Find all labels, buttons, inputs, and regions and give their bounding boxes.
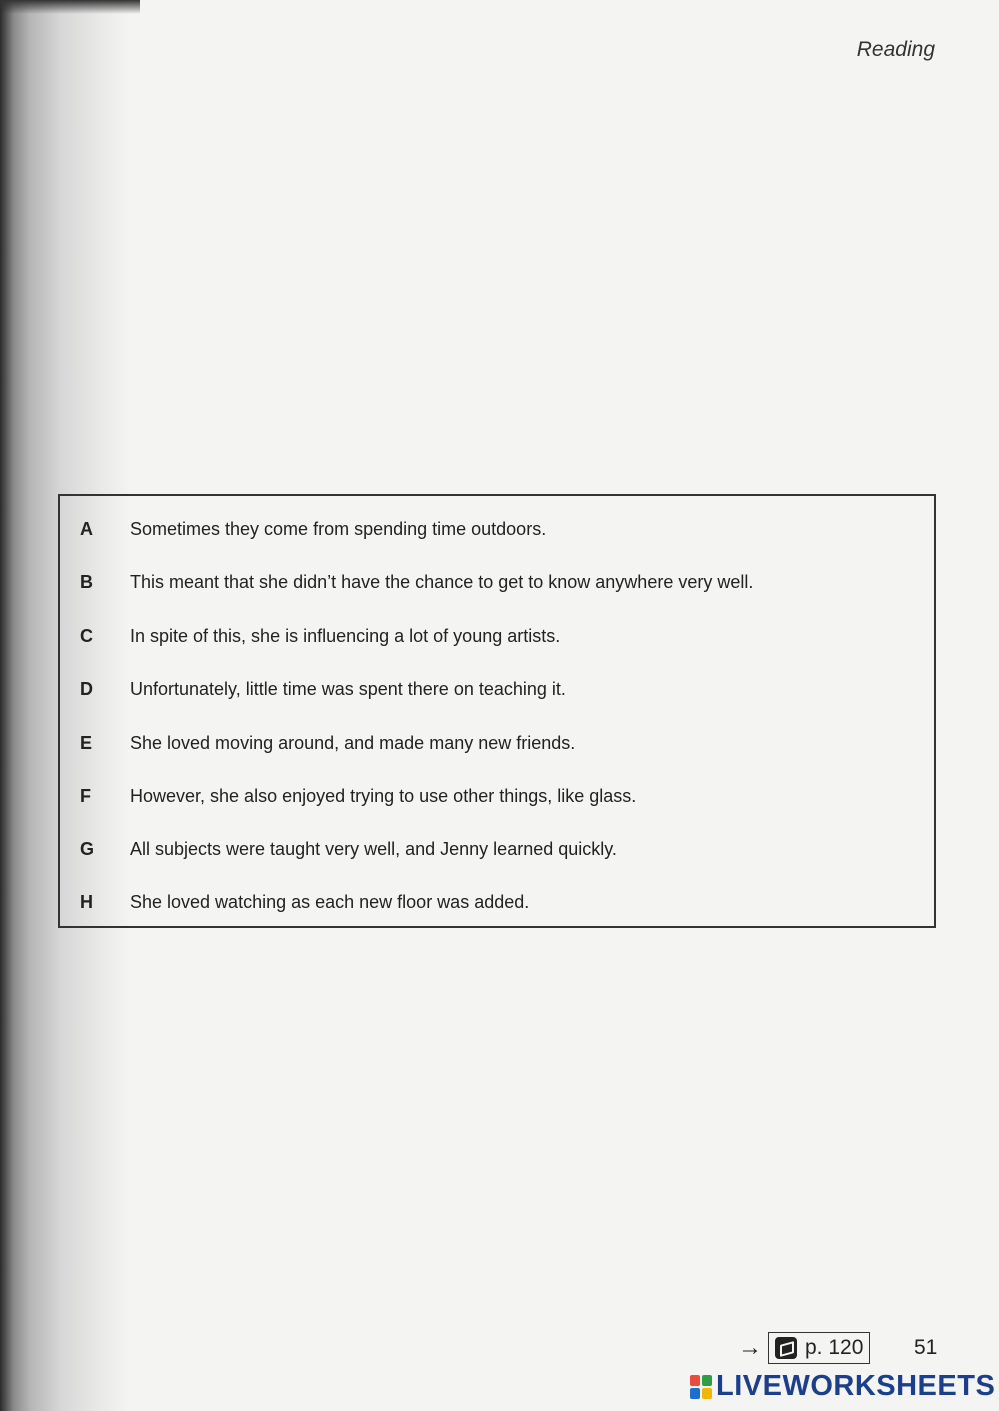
footer-reference (738, 1332, 870, 1364)
option-letter: B (80, 571, 93, 592)
option-letter: A (80, 518, 93, 539)
option-c (80, 621, 560, 651)
reference-page: p. 120 (805, 1336, 864, 1359)
arrow-right-icon: → (738, 1334, 762, 1361)
option-d (80, 674, 566, 704)
brand-logo-icon (690, 1375, 712, 1399)
option-text: In spite of this, she is influencing a lot of young artists. (130, 625, 561, 646)
running-head: Reading (856, 38, 935, 61)
option-letter: F (80, 785, 91, 806)
option-text: However, she also enjoyed trying to use other things, like glass. (130, 785, 637, 806)
option-a (80, 514, 546, 544)
option-letter: D (80, 678, 93, 699)
options-box (58, 494, 936, 928)
option-text: Sometimes they come from spending time outdoors. (130, 518, 547, 539)
option-letter: H (80, 891, 93, 912)
reference-box (768, 1332, 870, 1364)
option-e (80, 728, 575, 758)
option-letter: G (80, 838, 95, 859)
brand-name: LIVEWORKSHEETS (716, 1370, 996, 1402)
option-letter: C (80, 625, 93, 646)
option-text: All subjects were taught very well, and Jenny learned quickly. (130, 838, 617, 859)
option-text: She loved watching as each new floor was added. (130, 891, 530, 912)
option-text: She loved moving around, and made many new friends. (130, 732, 576, 753)
option-text: This meant that she didn’t have the chance to get to know anywhere very well. (130, 571, 754, 592)
top-edge-shadow (0, 0, 140, 14)
option-h (80, 887, 529, 917)
option-b (80, 567, 753, 597)
option-letter: E (80, 732, 93, 753)
page-number: 51 (914, 1336, 938, 1359)
option-f (80, 781, 636, 811)
brand-watermark (690, 1370, 995, 1403)
writing-book-icon (775, 1337, 797, 1359)
option-text: Unfortunately, little time was spent there on teaching it. (130, 678, 566, 699)
option-g (80, 834, 617, 864)
